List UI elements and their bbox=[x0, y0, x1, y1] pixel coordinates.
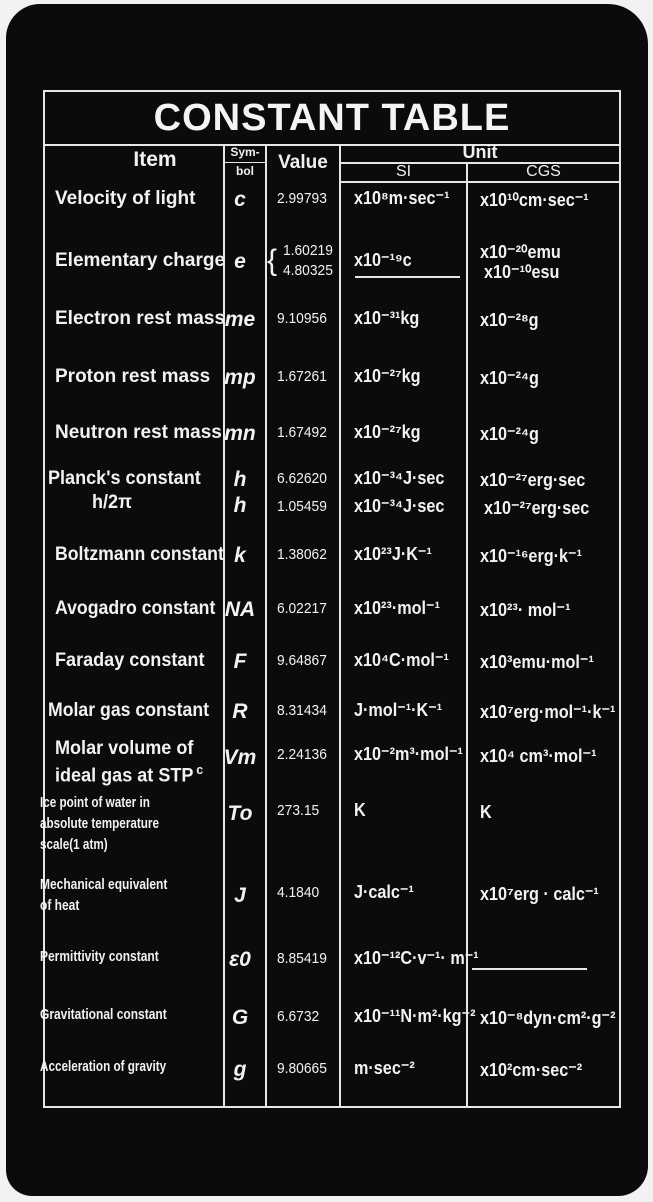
item-label: Ice point of water in bbox=[40, 794, 150, 811]
header-symbol-bottom: bol bbox=[236, 164, 254, 178]
value: 2.99793 bbox=[277, 190, 327, 207]
item-label: Mechanical equivalent bbox=[40, 876, 168, 893]
si-unit: K bbox=[354, 800, 366, 820]
symbol: mn bbox=[224, 422, 256, 445]
cgs-unit: x10⁻²⁷erg·sec bbox=[480, 470, 586, 490]
item-label: Gravitational constant bbox=[40, 1006, 167, 1023]
si-unit: x10⁴C·mol⁻¹ bbox=[354, 650, 449, 670]
si-unit: x10⁻³⁴J·sec bbox=[354, 468, 445, 488]
symbol: G bbox=[231, 1006, 249, 1029]
header-symbol-top: Sym- bbox=[230, 145, 260, 159]
value: 1.67261 bbox=[277, 368, 327, 385]
col-line-3 bbox=[339, 144, 341, 1106]
value: 6.6732 bbox=[277, 1008, 320, 1025]
item-label: Planck's constant bbox=[48, 468, 201, 489]
cgs-unit: x10²cm·sec⁻² bbox=[480, 1060, 583, 1080]
cgs-unit: x10⁴ cm³·mol⁻¹ bbox=[480, 746, 597, 766]
symbol: h bbox=[233, 468, 247, 491]
si-unit: J·calc⁻¹ bbox=[354, 882, 414, 902]
value: 9.10956 bbox=[277, 310, 327, 327]
symbol-header-divider bbox=[225, 162, 265, 163]
si-unit: J·mol⁻¹·K⁻¹ bbox=[354, 700, 443, 720]
table-title: CONSTANT TABLE bbox=[153, 97, 511, 139]
value: 2.24136 bbox=[277, 746, 327, 763]
cgs-unit: K bbox=[480, 802, 492, 822]
si-unit: x10²³·mol⁻¹ bbox=[354, 598, 440, 618]
symbol: h bbox=[233, 494, 247, 517]
symbol: J bbox=[234, 884, 246, 907]
header-item: Item bbox=[133, 148, 177, 171]
cgs-unit: x10²³· mol⁻¹ bbox=[480, 600, 571, 620]
value: { bbox=[267, 244, 278, 277]
symbol: F bbox=[233, 650, 247, 673]
si-unit: x10⁸m·sec⁻¹ bbox=[354, 188, 450, 208]
item-label: Permittivity constant bbox=[40, 948, 159, 965]
symbol: To bbox=[227, 802, 253, 825]
item-label: of heat bbox=[40, 897, 80, 914]
symbol: e bbox=[234, 250, 246, 273]
header-value: Value bbox=[278, 152, 328, 173]
symbol: ε0 bbox=[229, 948, 251, 971]
item-label: Molar gas constant bbox=[48, 700, 210, 721]
item-label: ideal gas at STP $^c$ bbox=[55, 762, 204, 787]
item-label: h/2π bbox=[92, 492, 132, 513]
rule-line bbox=[355, 276, 460, 278]
symbol: R bbox=[232, 700, 248, 723]
item-label: Proton rest mass bbox=[55, 366, 211, 387]
rule-line bbox=[472, 968, 587, 970]
value: 6.02217 bbox=[277, 600, 327, 617]
cgs-unit: x10⁻¹⁰esu bbox=[484, 262, 560, 282]
value: 6.62620 bbox=[277, 470, 327, 487]
header-si: SI bbox=[395, 163, 412, 180]
value: 1.38062 bbox=[277, 546, 327, 563]
cgs-unit: x10³emu·mol⁻¹ bbox=[480, 652, 594, 672]
value: 1.67492 bbox=[277, 424, 327, 441]
si-unit: x10⁻²⁷kg bbox=[354, 422, 421, 442]
item-label: Molar volume of bbox=[55, 738, 194, 759]
value: 8.31434 bbox=[277, 702, 327, 719]
unit-divider bbox=[341, 162, 619, 164]
cgs-unit: x10⁻⁸dyn·cm²·g⁻² bbox=[480, 1008, 616, 1028]
value: 1.05459 bbox=[277, 498, 327, 515]
item-label: Acceleration of gravity bbox=[40, 1058, 167, 1075]
item-label: Elementary charge bbox=[55, 250, 226, 271]
si-unit: x10⁻³⁴J·sec bbox=[354, 496, 445, 516]
value: 8.85419 bbox=[277, 950, 327, 967]
symbol: NA bbox=[224, 598, 256, 621]
cgs-unit: x10⁻²⁷erg·sec bbox=[484, 498, 590, 518]
col-line-2 bbox=[265, 144, 267, 1106]
si-unit: x10²³J·K⁻¹ bbox=[354, 544, 432, 564]
item-label: Faraday constant bbox=[55, 650, 205, 671]
cgs-unit: x10⁻²⁴g bbox=[480, 424, 539, 444]
cgs-unit: x10⁻¹⁶erg·k⁻¹ bbox=[480, 546, 582, 566]
item-label: absolute temperature bbox=[40, 815, 159, 832]
si-unit: x10⁻³¹kg bbox=[354, 308, 420, 328]
symbol: k bbox=[234, 544, 246, 567]
si-unit: m·sec⁻² bbox=[354, 1058, 415, 1078]
si-unit: x10⁻²⁷kg bbox=[354, 366, 421, 386]
value: 9.64867 bbox=[277, 652, 327, 669]
si-unit: x10⁻¹²C·v⁻¹· m⁻¹ bbox=[354, 948, 479, 968]
header-cgs: CGS bbox=[526, 163, 561, 180]
unit-subdivider bbox=[341, 181, 619, 183]
si-unit: x10⁻¹¹N·m²·kg⁻² bbox=[354, 1006, 476, 1026]
cgs-unit: x10⁷erg·mol⁻¹·k⁻¹ bbox=[480, 702, 616, 722]
si-unit: x10⁻²m³·mol⁻¹ bbox=[354, 744, 463, 764]
item-label: Neutron rest mass bbox=[55, 422, 222, 443]
cgs-unit: x10⁻²⁰emu bbox=[480, 242, 561, 262]
value: 4.1840 bbox=[277, 884, 320, 901]
cgs-unit: x10⁻²⁴g bbox=[480, 368, 539, 388]
cgs-unit: x10⁻²⁸g bbox=[480, 310, 539, 330]
symbol: g bbox=[233, 1058, 247, 1081]
item-label: Boltzmann constant bbox=[55, 544, 224, 565]
cgs-unit: x10⁷erg · calc⁻¹ bbox=[480, 884, 599, 904]
item-label: Electron rest mass bbox=[55, 308, 226, 329]
symbol: Vm bbox=[223, 746, 257, 769]
item-label: Velocity of light bbox=[55, 188, 196, 209]
value: 9.80665 bbox=[277, 1060, 327, 1077]
cgs-unit: x10¹⁰cm·sec⁻¹ bbox=[480, 190, 589, 210]
item-label: scale(1 atm) bbox=[40, 836, 108, 853]
header-unit: Unit bbox=[462, 142, 498, 162]
symbol: c bbox=[234, 188, 246, 211]
symbol: me bbox=[224, 308, 256, 331]
value: 1.60219 bbox=[283, 242, 333, 259]
value: 4.80325 bbox=[283, 262, 333, 279]
si-unit: x10⁻¹⁹c bbox=[354, 250, 412, 270]
item-label: Avogadro constant bbox=[55, 598, 216, 619]
symbol: mp bbox=[224, 366, 256, 389]
value: 273.15 bbox=[277, 802, 320, 819]
